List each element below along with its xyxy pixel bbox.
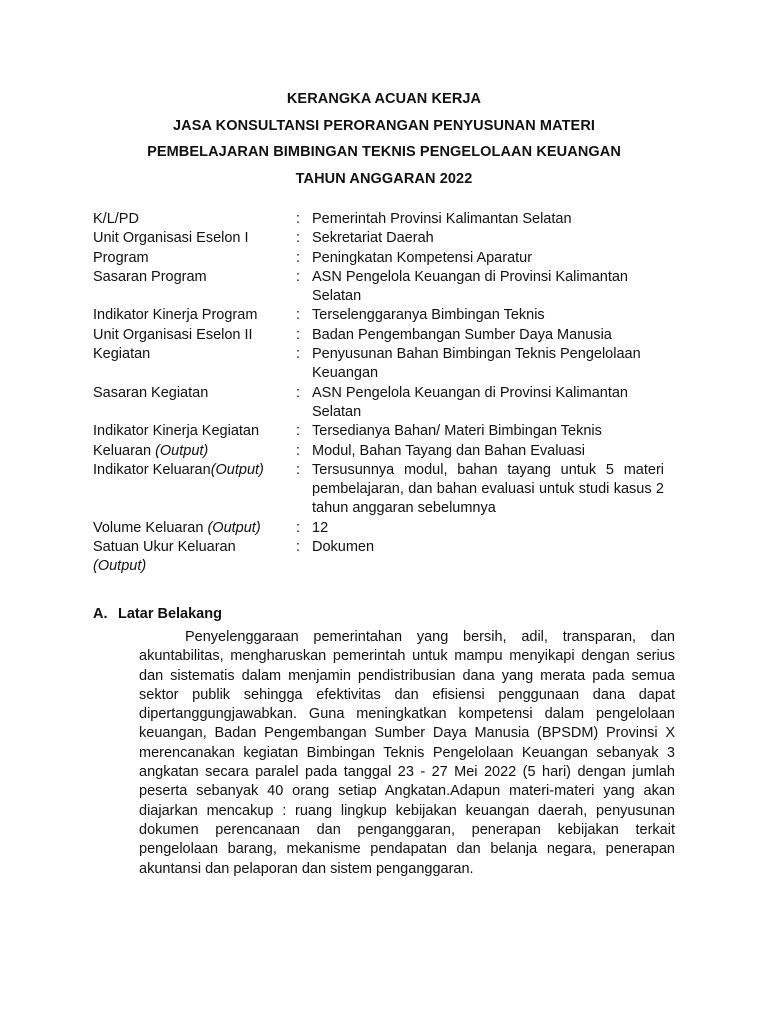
section-a-number: A.	[93, 606, 108, 622]
info-row-eselon-1	[93, 229, 673, 248]
info-separator: :	[296, 249, 301, 266]
info-label-italic: (Output)	[93, 558, 147, 575]
info-value: ASN Pengelola Keuangan di Provinsi Kalimantan Selatan	[312, 384, 628, 420]
info-row-eselon-2	[93, 326, 673, 345]
info-label: Program	[93, 249, 149, 266]
info-label-main: Indikator Keluaran	[93, 461, 211, 478]
info-label: Indikator Kinerja Kegiatan	[93, 423, 260, 440]
info-value: Dokumen	[312, 539, 375, 556]
info-label	[93, 461, 296, 519]
info-separator: :	[296, 442, 301, 459]
info-label-italic: (Output)	[155, 442, 209, 459]
info-separator: :	[296, 539, 301, 556]
info-label: Kegiatan	[93, 346, 151, 363]
info-label-italic: (Output)	[210, 461, 264, 478]
info-separator: :	[296, 461, 301, 478]
info-value: Penyusunan Bahan Bimbingan Teknis Pengelolaan Keuangan	[312, 346, 641, 382]
title-line-1: KERANGKA ACUAN KERJA	[286, 91, 482, 107]
info-row-program	[93, 249, 673, 268]
info-value: 12	[312, 519, 329, 536]
info-separator: :	[296, 307, 301, 324]
info-separator: :	[296, 268, 301, 285]
info-table	[93, 210, 673, 577]
info-value: Modul, Bahan Tayang dan Bahan Evaluasi	[312, 442, 586, 459]
info-separator: :	[296, 326, 301, 343]
info-label: Sasaran Kegiatan	[93, 384, 209, 401]
info-row-kegiatan	[93, 345, 673, 384]
info-row-satuan-ukur	[93, 538, 673, 577]
info-value: Tersedianya Bahan/ Materi Bimbingan Teknis	[312, 423, 602, 440]
info-label-main: Keluaran	[93, 442, 156, 459]
title-line-3: PEMBELAJARAN BIMBINGAN TEKNIS PENGELOLAAN KEUANGAN	[147, 144, 621, 160]
info-row-indikator-kegiatan	[93, 422, 673, 441]
info-label-italic: (Output)	[207, 519, 261, 536]
info-label	[93, 442, 296, 461]
info-separator: :	[296, 384, 301, 401]
info-value: Pemerintah Provinsi Kalimantan Selatan	[312, 211, 572, 227]
info-value: Sekretariat Daerah	[312, 230, 434, 247]
section-a-heading	[93, 606, 222, 622]
info-value: Peningkatan Kompetensi Aparatur	[312, 249, 533, 266]
section-a-title: Latar Belakang	[118, 606, 222, 622]
info-value: ASN Pengelola Keuangan di Provinsi Kalimantan Selatan	[312, 268, 628, 305]
info-row-keluaran	[93, 442, 673, 461]
info-row-volume-keluaran	[93, 519, 673, 538]
info-label	[93, 538, 296, 577]
info-row-indikator-program	[93, 306, 673, 325]
info-label: Unit Organisasi Eselon II	[93, 326, 253, 343]
title-line-4: TAHUN ANGGARAN 2022	[295, 170, 473, 187]
title-line-2: JASA KONSULTANSI PERORANGAN PENYUSUNAN MATERI	[172, 117, 596, 134]
info-row-klpd	[93, 210, 673, 229]
info-value: Terselenggaranya Bimbingan Teknis	[312, 307, 545, 324]
info-separator: :	[296, 230, 301, 247]
info-value: Badan Pengembangan Sumber Daya Manusia	[312, 326, 612, 343]
info-label: Indikator Kinerja Program	[93, 307, 258, 324]
info-value: Tersusunnya modul, bahan tayang untuk 5 materi pembelajaran, dan bahan evaluasi untuk studi kasus 2 tahun anggaran sebelumnya	[312, 461, 664, 517]
document-title	[0, 86, 768, 192]
info-label: Sasaran Program	[93, 268, 207, 285]
info-row-sasaran-program	[93, 268, 673, 307]
info-label-main: Volume Keluaran	[93, 519, 208, 536]
info-label: K/L/PD	[93, 211, 139, 227]
info-separator: :	[296, 423, 301, 440]
info-separator: :	[296, 211, 301, 227]
info-row-sasaran-kegiatan	[93, 384, 673, 423]
info-label-main: Satuan Ukur Keluaran	[93, 539, 236, 556]
info-label: Unit Organisasi Eselon I	[93, 230, 249, 247]
info-separator: :	[296, 519, 301, 536]
info-row-indikator-keluaran	[93, 461, 673, 519]
info-label	[93, 519, 296, 538]
section-a-paragraph: Penyelenggaraan pemerintahan yang bersih, adil, transparan, dan akuntabilitas, mengharuskan pemerintah untuk mampu menyikapi dengan serius dan sistematis dalam menjamin pendistribusian dana yang merata pada semua sektor publik sehingga efektivitas dan efisiensi penggunaan dana dapat dipertanggungjawabkan. Guna meningkatkan kompetensi dalam pengelolaan keuangan, Badan Pengembangan Sumber Daya Manusia (BPSDM) Provinsi X merencanakan kegiatan Bimbingan Teknis Pengelolaan Keuangan sebanyak 3 angkatan secara paralel pada tanggal 23 - 27 Mei 2022 (5 hari) dengan jumlah peserta sebanyak 40 orang setiap Angkatan.Adapun materi-materi yang akan diajarkan mencakup : ruang lingkup kebijakan keuangan daerah, penyusunan dokumen perencanaan dan penganggaran, penerapan kebijakan terkait pengelolaan barang, mekanisme pendapatan dan belanja negara, penerapan akuntansi dan pelaporan dan sistem penganggaran.	[139, 629, 675, 877]
info-separator: :	[296, 346, 301, 363]
